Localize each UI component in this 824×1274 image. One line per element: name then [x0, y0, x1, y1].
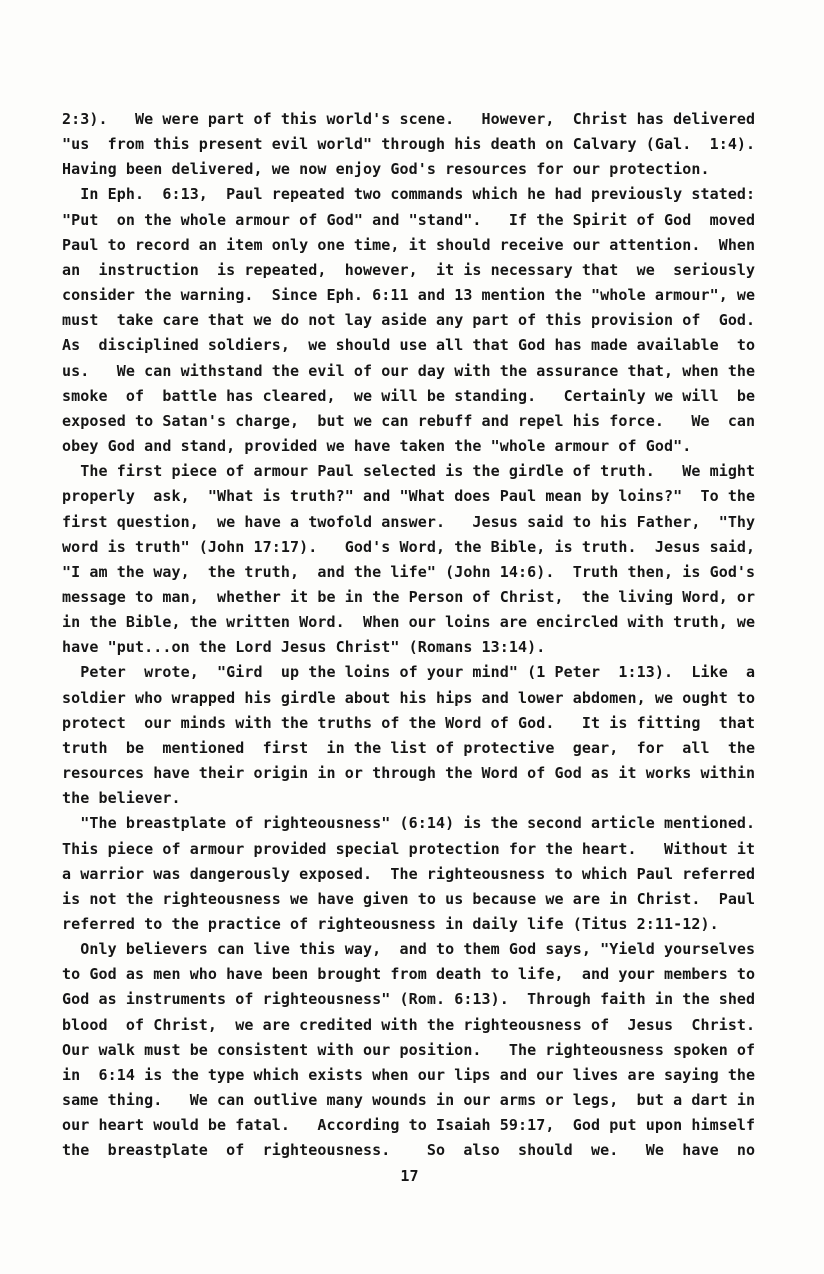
text-line: exposed to Satan's charge, but we can rebuff and repel his force. We can	[62, 411, 756, 430]
text-line: an instruction is repeated, however, it is necessary that we seriously	[62, 260, 756, 279]
text-line: "The breastplate of righteousness" (6:14) is the second article mentioned.	[62, 814, 756, 833]
text-line: word is truth" (John 17:17). God's Word, the Bible, is truth. Jesus said,	[62, 537, 756, 556]
text-line: "us from this present evil world" through his death on Calvary (Gal. 1:4).	[62, 135, 756, 154]
text-line: message to man, whether it be in the Person of Christ, the living Word, or	[62, 587, 756, 606]
text-line: same thing. We can outlive many wounds in our arms or legs, but a dart in	[62, 1091, 756, 1110]
text-line: must take care that we do not lay aside any part of this provision of God.	[62, 311, 756, 330]
text-line: "I am the way, the truth, and the life" (John 14:6). Truth then, is God's	[62, 562, 756, 581]
text-line: in the Bible, the written Word. When our loins are encircled with truth, we	[62, 613, 756, 632]
text-line: obey God and stand, provided we have taken the "whole armour of God".	[62, 437, 692, 456]
text-line: Having been delivered, we now enjoy God's resources for our protection.	[62, 160, 710, 179]
text-line: Peter wrote, "Gird up the loins of your mind" (1 Peter 1:13). Like a	[62, 663, 756, 682]
text-line: As disciplined soldiers, we should use all that God has made available to	[62, 336, 756, 355]
text-line: Our walk must be consistent with our position. The righteousness spoken of	[62, 1040, 756, 1059]
text-line: a warrior was dangerously exposed. The righteousness to which Paul referred	[62, 864, 756, 883]
text-line: In Eph. 6:13, Paul repeated two commands which he had previously stated:	[62, 185, 756, 204]
text-line: protect our minds with the truths of the Word of God. It is fitting that	[62, 713, 756, 732]
text-line: is not the righteousness we have given to us because we are in Christ. Paul	[62, 889, 756, 908]
text-line: Paul to record an item only one time, it should receive our attention. When	[62, 235, 756, 254]
text-line: first question, we have a twofold answer. Jesus said to his Father, "Thy	[62, 512, 756, 531]
text-line: the breastplate of righteousness. So also should we. We have no	[62, 1141, 756, 1160]
text-line: our heart would be fatal. According to Isaiah 59:17, God put upon himself	[62, 1116, 756, 1135]
text-line: The first piece of armour Paul selected is the girdle of truth. We might	[62, 462, 756, 481]
text-line: to God as men who have been brought from death to life, and your members to	[62, 965, 756, 984]
text-line: referred to the practice of righteousness in daily life (Titus 2:11-12).	[62, 915, 719, 933]
text-line: have "put...on the Lord Jesus Christ" (Romans 13:14).	[62, 638, 546, 657]
text-line: in 6:14 is the type which exists when our lips and our lives are saying the	[62, 1065, 756, 1084]
text-line: This piece of armour provided special protection for the heart. Without it	[62, 839, 756, 858]
text-line: resources have their origin in or through the Word of God as it works within	[62, 764, 756, 783]
body-text-lines	[62, 107, 757, 1164]
text-line: smoke of battle has cleared, we will be standing. Certainly we will be	[62, 386, 756, 405]
text-line: Only believers can live this way, and to them God says, "Yield yourselves	[62, 940, 756, 959]
text-line: properly ask, "What is truth?" and "What does Paul mean by loins?" To the	[62, 487, 756, 506]
text-line: consider the warning. Since Eph. 6:11 and 13 mention the "whole armour", we	[62, 286, 756, 305]
text-line: us. We can withstand the evil of our day with the assurance that, when the	[62, 361, 756, 380]
page-number: 17	[400, 1166, 419, 1185]
page-text-block	[62, 107, 757, 1189]
text-line: "Put on the whole armour of God" and "stand". If the Spirit of God moved	[62, 210, 756, 229]
text-line: blood of Christ, we are credited with the righteousness of Jesus Christ.	[62, 1015, 756, 1034]
text-line: soldier who wrapped his girdle about his hips and lower abdomen, we ought to	[62, 688, 756, 707]
text-line: God as instruments of righteousness" (Rom. 6:13). Through faith in the shed	[62, 990, 756, 1009]
text-line: 2:3). We were part of this world's scene. However, Christ has delivered	[62, 110, 756, 128]
text-line: truth be mentioned first in the list of protective gear, for all the	[62, 738, 756, 757]
text-line: the believer.	[62, 789, 181, 808]
